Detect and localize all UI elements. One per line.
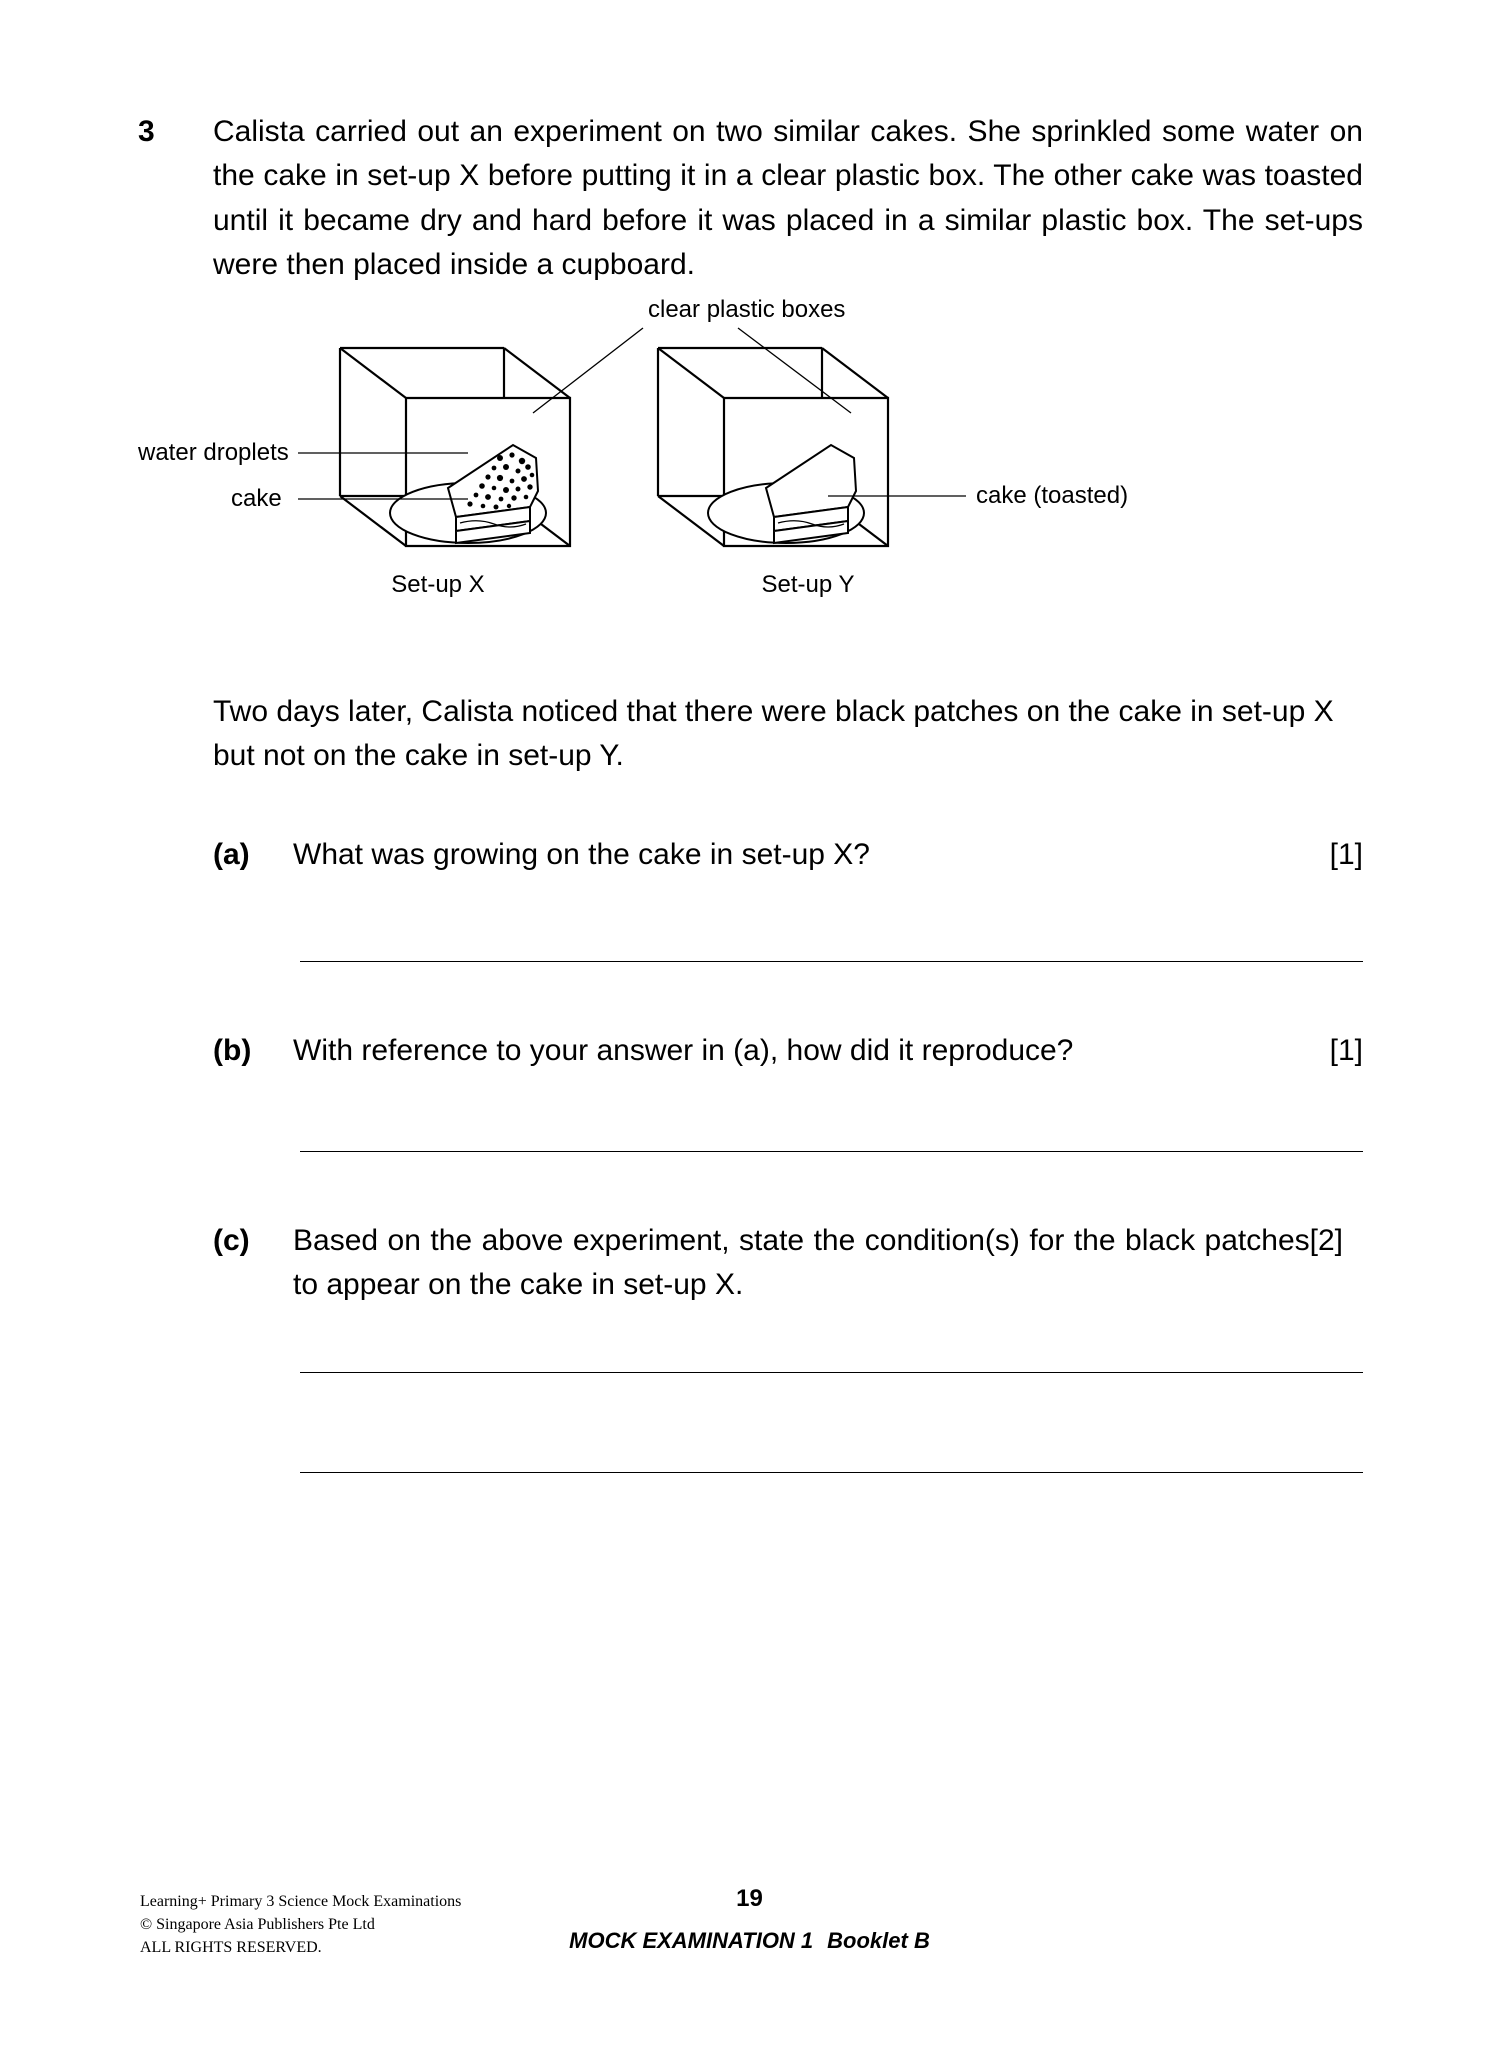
part-b-text: With reference to your answer in (a), how did it reproduce? [293,1034,1074,1067]
part-b [213,1029,1363,1073]
part-c-text [293,1219,1363,1308]
cake-slice-y [766,445,856,543]
leader-line-box-x [533,328,643,413]
page-number: 19 [736,1885,763,1912]
observation-paragraph: Two days later, Calista noticed that there were black patches on the cake in set-up X but not on the cake in set-up Y. [213,695,1334,773]
part-a [213,833,1363,877]
diagram-label-cake: cake [231,485,282,512]
answer-line-b-1[interactable] [300,1151,1363,1152]
part-c-label: (c) [213,1224,250,1257]
part-c-body: Based on the above experiment, state the condition(s) for the black patches to appear on the cake in set-up X. [293,1224,1310,1302]
question-stem: Calista carried out an experiment on two similar cakes. She sprinkled some water on the cake in set-up X before putting it in a clear plastic box. The other cake was toasted until it became dry and hard before it was placed in a similar plastic box. The set-ups were then placed inside a cupboard. [213,115,1363,282]
footer-booklet: Booklet B [827,1928,930,1953]
part-a-marks: [1] [1329,838,1363,871]
footer-line-3: ALL RIGHTS RESERVED. [140,1939,322,1957]
answer-line-a-1[interactable] [300,961,1363,962]
part-a-text: What was growing on the cake in set-up X? [293,838,870,871]
diagram-label-cake-toasted: cake (toasted) [976,482,1129,509]
part-b-label: (b) [213,1034,252,1067]
question-block [138,110,1363,288]
leader-line-box-y [738,328,851,413]
part-a-label: (a) [213,838,250,871]
part-b-marks: [1] [1329,1034,1363,1067]
experiment-diagram [138,295,1363,660]
cake-slice-x [448,445,538,543]
part-c [213,1219,1363,1308]
caption-setup-y: Set-up Y [761,571,855,598]
answer-line-c-1[interactable] [300,1372,1363,1373]
footer-exam-title [0,1928,1499,1954]
part-c-marks: [2] [1309,1224,1343,1257]
footer-line-2: © Singapore Asia Publishers Pte Ltd [140,1916,375,1934]
diagram-label-water-droplets: water droplets [138,439,289,466]
answer-line-c-2[interactable] [300,1472,1363,1473]
caption-setup-x: Set-up X [391,571,485,598]
footer-exam-name: MOCK EXAMINATION 1 [569,1928,814,1953]
question-number: 3 [138,115,155,148]
diagram-label-clear-plastic-boxes: clear plastic boxes [648,296,846,323]
footer-line-1: Learning+ Primary 3 Science Mock Examinations [140,1893,462,1910]
